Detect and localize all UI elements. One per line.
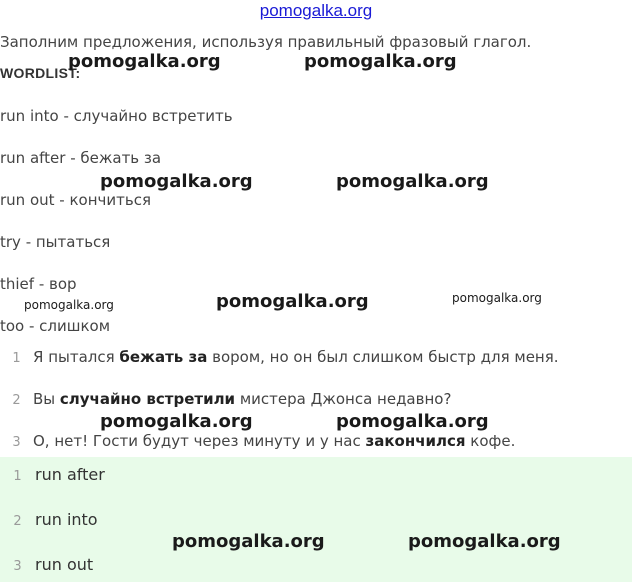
answer-text: run after bbox=[35, 465, 105, 484]
sentence-number: 2 bbox=[12, 393, 21, 408]
watermark: pomogalka.org bbox=[408, 531, 561, 552]
watermark: pomogalka.org bbox=[336, 171, 489, 192]
watermark: pomogalka.org bbox=[100, 411, 253, 432]
sentence-text: О, нет! Гости будут через минуту и у нас bbox=[33, 432, 366, 450]
sentence-text: Вы bbox=[33, 390, 60, 408]
watermark: pomogalka.org bbox=[452, 291, 542, 305]
sentence-answer-bold: закончился bbox=[365, 432, 466, 450]
answer-row bbox=[0, 510, 98, 529]
sentence-text: вором, но он был слишком быстр для меня. bbox=[207, 348, 559, 366]
watermark: pomogalka.org bbox=[336, 411, 489, 432]
sentence-row bbox=[0, 390, 451, 408]
sentence-answer-bold: бежать за bbox=[119, 348, 208, 366]
wordlist-heading: WORDLIST: bbox=[0, 65, 81, 81]
answers-panel bbox=[0, 457, 632, 582]
answer-number: 2 bbox=[13, 514, 22, 529]
wordlist-item: too - слишком bbox=[0, 317, 111, 335]
answer-number: 1 bbox=[13, 469, 22, 484]
sentence-row bbox=[0, 432, 515, 450]
watermark: pomogalka.org bbox=[304, 51, 457, 72]
answer-text: run out bbox=[35, 555, 94, 574]
wordlist-item: try - пытаться bbox=[0, 233, 111, 251]
answer-text: run into bbox=[35, 510, 98, 529]
sentence-row bbox=[0, 348, 559, 366]
watermark: pomogalka.org bbox=[216, 291, 369, 312]
sentence-text: мистера Джонса недавно? bbox=[235, 390, 452, 408]
watermark: pomogalka.org bbox=[68, 51, 221, 72]
answer-row bbox=[0, 465, 105, 484]
wordlist-item: thief - вор bbox=[0, 275, 77, 293]
instruction-text: Заполним предложения, используя правильный фразовый глагол. bbox=[0, 33, 532, 51]
watermark: pomogalka.org bbox=[100, 171, 253, 192]
site-header-link[interactable]: pomogalka.org bbox=[259, 1, 373, 20]
wordlist-item: run into - случайно встретить bbox=[0, 107, 233, 125]
sentence-number: 3 bbox=[12, 435, 21, 450]
answer-row bbox=[0, 555, 93, 574]
sentence-text: кофе. bbox=[465, 432, 516, 450]
sentence-answer-bold: случайно встретили bbox=[59, 390, 236, 408]
wordlist-item: run out - кончиться bbox=[0, 191, 151, 209]
watermark: pomogalka.org bbox=[24, 298, 114, 312]
answer-number: 3 bbox=[13, 559, 22, 574]
sentence-number: 1 bbox=[12, 351, 21, 366]
watermark: pomogalka.org bbox=[172, 531, 325, 552]
sentence-text: Я пытался bbox=[33, 348, 120, 366]
wordlist-item: run after - бежать за bbox=[0, 149, 162, 167]
